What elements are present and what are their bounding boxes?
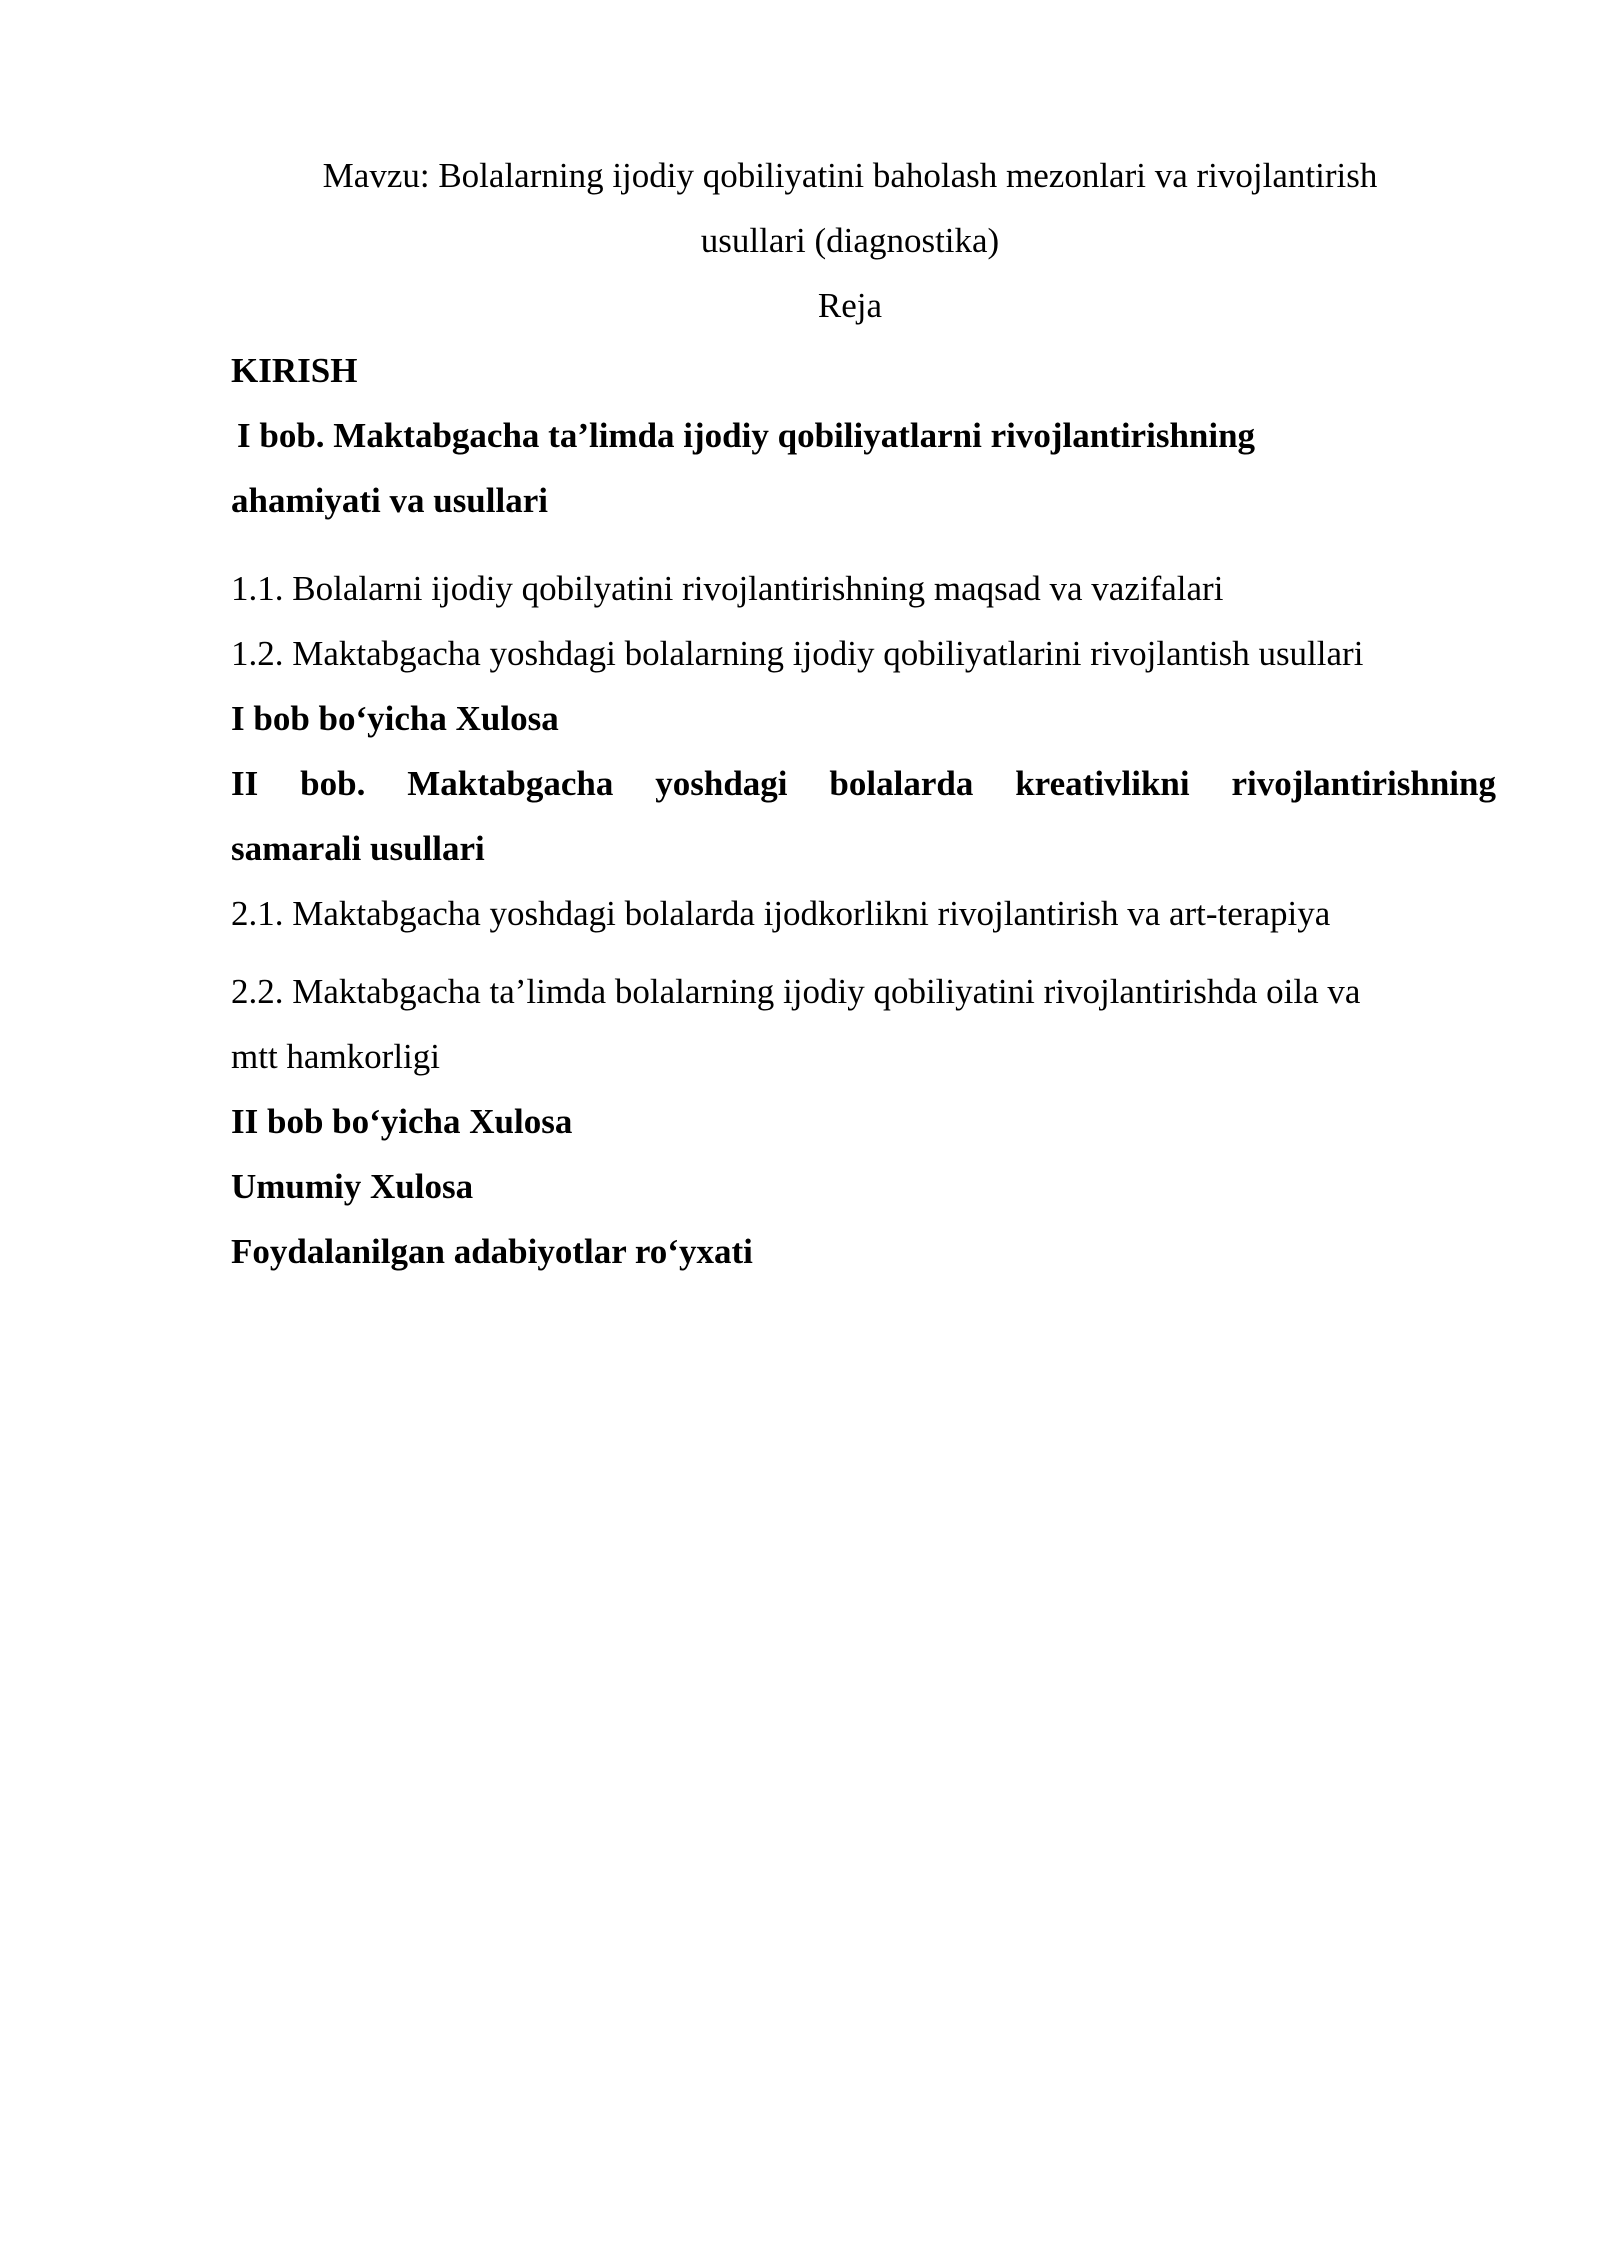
- toc-chapter-1-conclusion: I bob bo‘yicha Xulosa: [231, 699, 559, 738]
- toc-chapter-2-line-1: [231, 762, 1496, 806]
- toc-section-2-1: 2.1. Maktabgacha yoshdagi bolalarda ijodkorlikni rivojlantirish va art-terapiya: [231, 894, 1331, 933]
- title-line-1: Mavzu: Bolalarning ijodiy qobiliyatini baholash mezonlari va rivojlantirish: [322, 156, 1378, 195]
- toc-chapter-2-word: yoshdagi: [655, 764, 788, 803]
- toc-general-conclusion: Umumiy Xulosa: [231, 1167, 474, 1206]
- toc-chapter-2-word: rivojlantirishning: [1231, 764, 1496, 803]
- title-line-2: usullari (diagnostika): [700, 221, 1000, 260]
- toc-chapter-2-conclusion: II bob bo‘yicha Xulosa: [231, 1102, 573, 1141]
- toc-section-1-1: 1.1. Bolalarni ijodiy qobilyatini rivojlantirishning maqsad va vazifalari: [231, 569, 1224, 608]
- toc-references: Foydalanilgan adabiyotlar ro‘yxati: [231, 1232, 753, 1271]
- plan-heading: Reja: [817, 286, 883, 325]
- toc-section-2-2-line-1: 2.2. Maktabgacha ta’limda bolalarning ijodiy qobiliyatini rivojlantirishda oila va: [231, 972, 1361, 1011]
- toc-chapter-2-word: bob.: [300, 764, 366, 803]
- toc-chapter-2-word: bolalarda: [829, 764, 974, 803]
- toc-chapter-1-line-2: ahamiyati va usullari: [231, 481, 548, 520]
- toc-chapter-1-line-1: I bob. Maktabgacha ta’limda ijodiy qobiliyatlarni rivojlantirishning: [237, 416, 1256, 455]
- toc-chapter-2-word: II: [231, 764, 259, 803]
- toc-chapter-2-word: kreativlikni: [1015, 764, 1190, 803]
- toc-chapter-2-line-2: samarali usullari: [231, 829, 485, 868]
- toc-section-1-2: 1.2. Maktabgacha yoshdagi bolalarning ijodiy qobiliyatlarini rivojlantish usullari: [231, 634, 1364, 673]
- toc-intro: KIRISH: [231, 351, 358, 390]
- toc-chapter-2-word: Maktabgacha: [407, 764, 614, 803]
- toc-section-2-2-line-2: mtt hamkorligi: [231, 1037, 441, 1076]
